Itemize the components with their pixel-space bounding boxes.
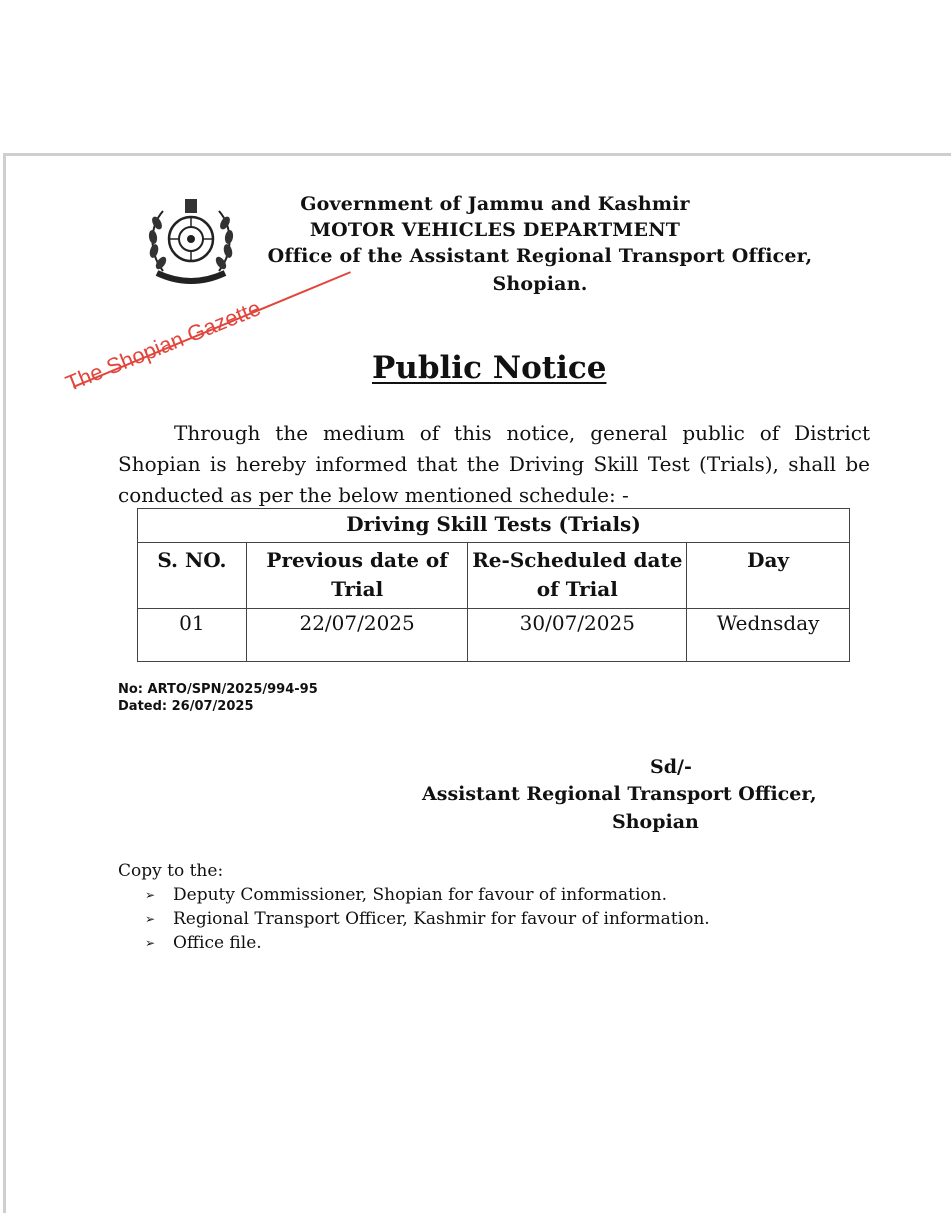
signature-place: Shopian — [612, 811, 699, 833]
copy-to-heading: Copy to the: — [118, 861, 224, 881]
cell-day: Wednsday — [687, 609, 850, 662]
column-header-sno: S. NO. — [138, 543, 247, 609]
header-government: Government of Jammu and Kashmir — [300, 193, 690, 215]
list-item — [145, 931, 710, 955]
header-place: Shopian. — [492, 273, 588, 295]
reference-block — [118, 681, 318, 715]
arrow-bullet-icon: ➢ — [145, 912, 156, 926]
signature-sd: Sd/- — [650, 756, 692, 778]
list-item — [145, 883, 710, 907]
arrow-bullet-icon: ➢ — [145, 936, 156, 950]
table-row — [138, 609, 850, 662]
copy-item-text: Deputy Commissioner, Shopian for favour of information. — [173, 885, 667, 905]
header-department: MOTOR VEHICLES DEPARTMENT — [309, 219, 681, 241]
arrow-bullet-icon: ➢ — [145, 888, 156, 902]
cell-sno: 01 — [138, 609, 247, 662]
table-caption: Driving Skill Tests (Trials) — [138, 509, 850, 543]
cell-previous-date: 22/07/2025 — [246, 609, 468, 662]
copy-item-text: Regional Transport Officer, Kashmir for favour of information. — [173, 909, 710, 929]
list-item — [145, 907, 710, 931]
column-header-previous-date: Previous date of Trial — [246, 543, 468, 609]
watermark-text: The Shopian Gazette — [62, 295, 265, 397]
notice-title: Public Notice — [372, 350, 607, 386]
column-header-day: Day — [687, 543, 850, 609]
column-header-rescheduled-date: Re-Scheduled date of Trial — [468, 543, 687, 609]
signature-designation: Assistant Regional Transport Officer, — [422, 783, 817, 805]
copy-to-list — [145, 883, 710, 955]
reference-number: No: ARTO/SPN/2025/994-95 — [118, 682, 318, 697]
copy-item-text: Office file. — [173, 933, 262, 953]
notice-body: Through the medium of this notice, general public of District Shopian is hereby informed that the Driving Skill Test (Trials), shall be conducted as per the below mentioned schedule: - — [118, 421, 870, 507]
schedule-table — [137, 508, 850, 662]
header-office: Office of the Assistant Regional Transport Officer, — [267, 245, 813, 267]
cell-rescheduled-date: 30/07/2025 — [468, 609, 687, 662]
reference-date: Dated: 26/07/2025 — [118, 699, 254, 714]
